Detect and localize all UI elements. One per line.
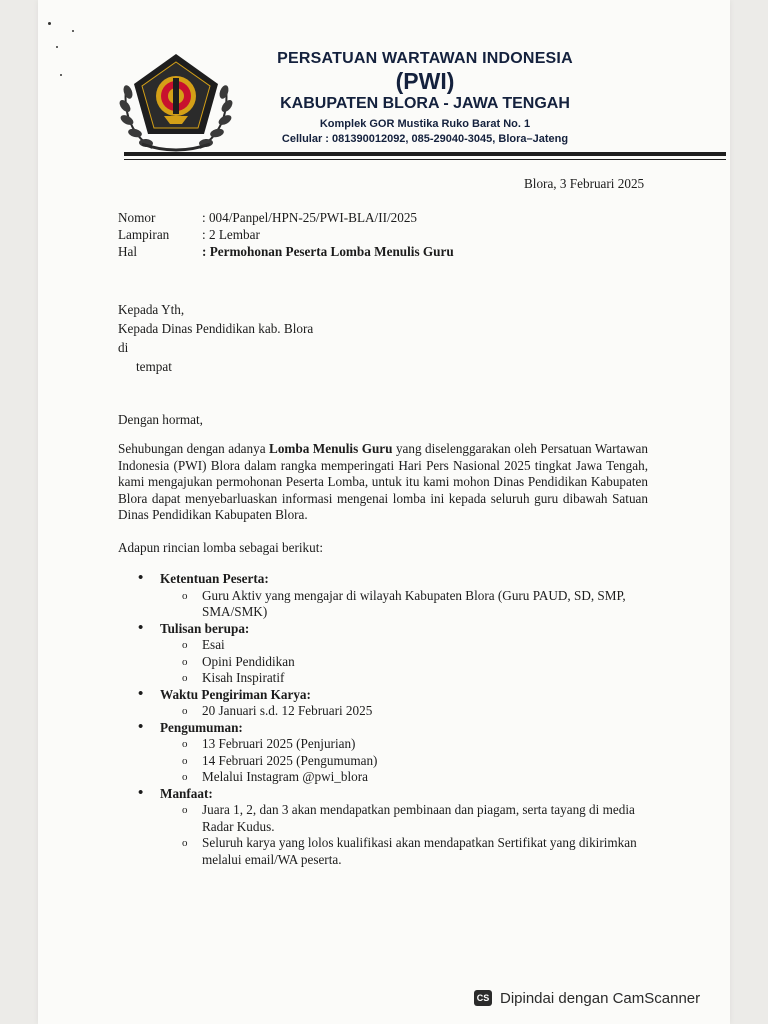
list-item: o Seluruh karya yang lolos kualifikasi akan mendapatkan Sertifikat yang dikirimkan melalui email/WA peserta. [136,835,656,868]
meta-row [118,210,454,227]
meta-key: Hal [118,244,138,259]
paragraph-text: Sehubungan dengan adanya [118,441,270,456]
letterhead [240,50,610,145]
meta-row [118,244,454,261]
letter-meta [118,210,454,261]
letterhead-rule-thin [124,159,726,160]
meta-row [118,227,454,244]
meta-key: Nomor [118,210,156,225]
list-item: o Melalui Instagram @pwi_blora [136,769,656,786]
organization-name: PERSATUAN WARTAWAN INDONESIA [277,50,573,67]
meta-value: : 2 Lembar [202,227,260,242]
letter-date: Blora, 3 Februari 2025 [524,176,645,191]
letterhead-rule-thick [124,152,726,156]
recipient-name: Kepada Dinas Pendidikan kab. Blora [118,321,314,336]
list-item-category: • Pengumuman: [136,720,656,737]
recipient-preposition: di [118,340,129,355]
recipient-place: tempat [136,359,172,374]
meta-value: : 004/Panpel/HPN-25/PWI-BLA/II/2025 [202,210,418,225]
scan-speck [72,30,74,32]
list-item: o Opini Pendidikan [136,654,656,671]
list-item: o 13 Februari 2025 (Penjurian) [136,736,656,753]
camscanner-text: Dipindai dengan CamScanner [500,989,701,1007]
list-item: o 14 Februari 2025 (Pengumuman) [136,753,656,770]
greeting: Dengan hormat, [118,412,203,427]
list-item-category: • Manfaat: [136,786,656,803]
recipient-block [118,302,313,378]
scan-speck [48,22,51,25]
body-paragraph [118,441,648,524]
list-item: o Kisah Inspiratif [136,670,656,687]
meta-key: Lampiran [118,227,170,242]
camscanner-watermark [474,984,700,1012]
meta-value: : Permohonan Peserta Lomba Menulis Guru [202,244,454,259]
details-list [136,571,656,868]
pwi-logo-icon [112,48,240,160]
organization-phone: Cellular : 081390012092, 085-29040-3045, Blora–Jateng [281,133,569,145]
camscanner-icon: CS [474,990,492,1006]
organization-region: KABUPATEN BLORA - JAWA TENGAH [280,95,570,112]
list-item-category: • Waktu Pengiriman Karya: [136,687,656,704]
scan-speck [60,74,62,76]
recipient-salutation: Kepada Yth, [118,302,185,317]
organization-address: Komplek GOR Mustika Ruko Barat No. 1 [319,118,531,130]
list-item: o Esai [136,637,656,654]
list-item-category: • Tulisan berupa: [136,621,656,638]
paragraph-text: yang diselenggarakan oleh Persatuan Wartawan Indonesia (PWI) Blora dalam rangka memperingati Hari Pers Nasional 2025 tingkat Jawa Tengah, kami mengajukan permohonan Peserta Lomba, untuk itu kami mohon Dinas Pendidikan Kabupaten Blora dapat menyebarluaskan informasi mengenai lomba ini kepada seluruh guru dibawah Satuan Dinas Pendidikan Kabupaten Blora. [118,441,648,522]
details-intro: Adapun rincian lomba sebagai berikut: [118,540,324,555]
list-item: o Guru Aktiv yang mengajar di wilayah Kabupaten Blora (Guru PAUD, SD, SMP, SMA/SMK) [136,588,656,621]
list-item: o 20 Januari s.d. 12 Februari 2025 [136,703,656,720]
list-item-category: • Ketentuan Peserta: [136,571,656,588]
scan-speck [56,46,58,48]
paragraph-highlight: Lomba Menulis Guru [269,441,393,456]
list-item: o Juara 1, 2, dan 3 akan mendapatkan pembinaan dan piagam, serta tayang di media Radar Kudus. [136,802,656,835]
organization-abbreviation: (PWI) [395,68,455,94]
